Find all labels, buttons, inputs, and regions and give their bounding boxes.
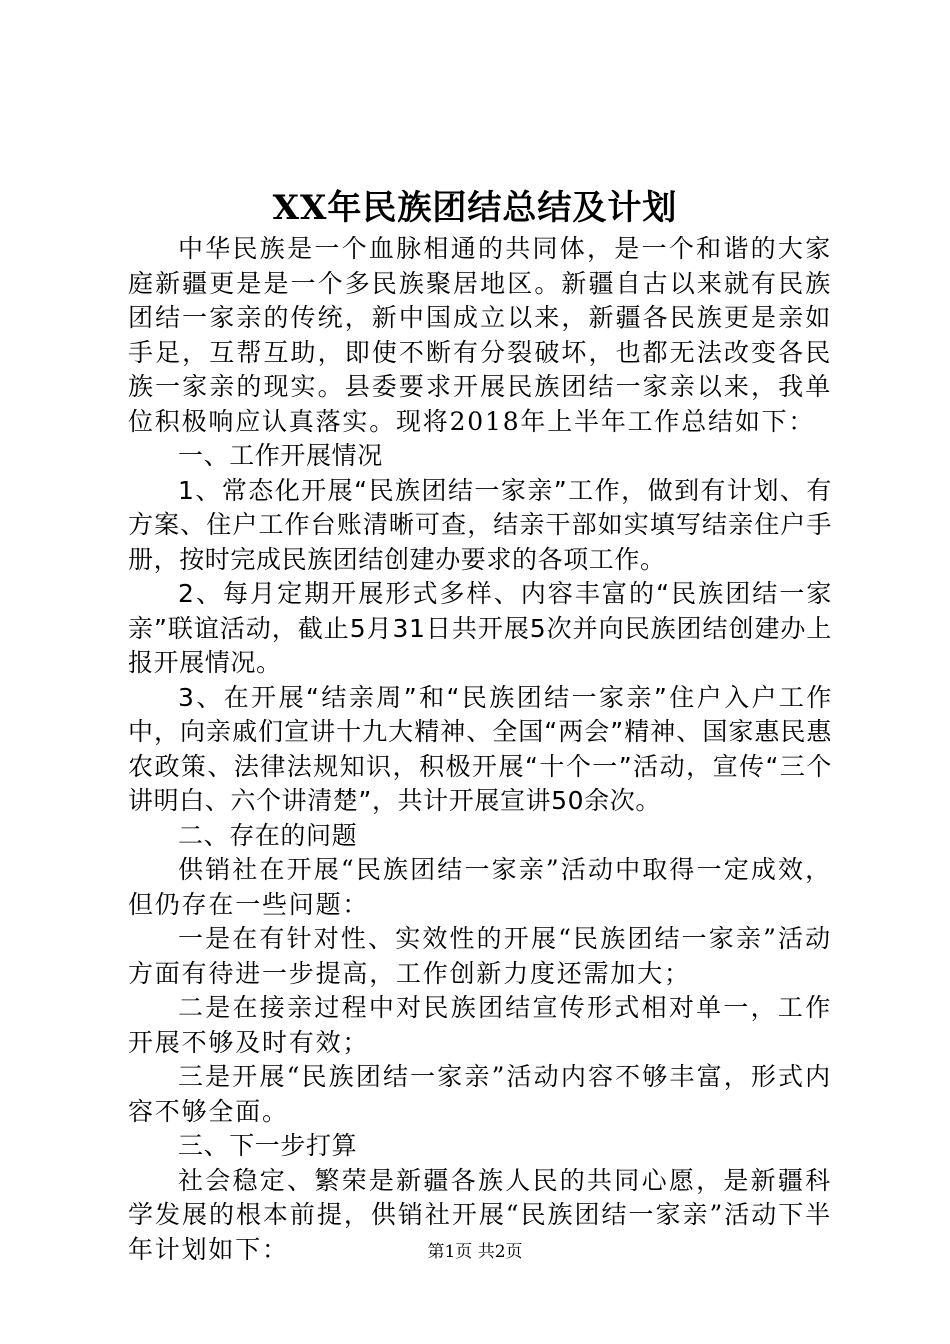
paragraph-intro: 中华民族是一个血脉相通的共同体，是一个和谐的大家庭新疆更是是一个多民族聚居地区。新疆自古以来就有民族团结一家亲的传统，新中国成立以来，新疆各民族更是亲如手足，互帮互助，即使不断有分裂破坏，也都无法改变各民族一家亲的现实。县委要求开展民族团结一家亲以来，我单位积极响应认真落实。现将2018年上半年工作总结如下： [128,234,832,436]
paragraph-problem-3: 三是开展“民族团结一家亲”活动内容不够丰富，形式内容不够全面。 [128,1062,832,1126]
paragraph-next-steps: 社会稳定、繁荣是新疆各族人民的共同心愿，是新疆科学发展的根本前提，供销社开展“民族团结一家亲”活动下半年计划如下： [128,1165,832,1264]
page-number-footer: 第1页 共2页 [427,1242,523,1262]
paragraph-item-3: 3、在开展“结亲周”和“民族团结一家亲”住户入户工作中，向亲戚们宣讲十九大精神、全国“两会”精神、国家惠民惠农政策、法律法规知识，积极开展“十个一”活动，宣传“三个讲明白、六个讲清楚”，共计开展宣讲50余次。 [128,682,832,815]
document-title: XX年民族团结总结及计划 [272,188,678,228]
section-heading-problems: 二、存在的问题 [178,820,358,850]
paragraph-item-2: 2、每月定期开展形式多样、内容丰富的“民族团结一家亲”联谊活动，截止5月31日共开展5次并向民族团结创建办上报开展情况。 [128,579,832,677]
document-body [128,232,832,1267]
paragraph-problem-1: 一是在有针对性、实效性的开展“民族团结一家亲”活动方面有待进一步提高，工作创新力度还需加大； [128,924,832,988]
paragraph-problems-intro: 供销社在开展“民族团结一家亲”活动中取得一定成效，但仍存在一些问题： [128,855,832,919]
section-heading-next-steps: 三、下一步打算 [178,1131,358,1160]
paragraph-item-1: 1、常态化开展“民族团结一家亲”工作，做到有计划、有方案、住户工作台账清晰可查，结亲干部如实填写结亲住户手册，按时完成民族团结创建办要求的各项工作。 [128,475,832,574]
section-heading-work-progress: 一、工作开展情况 [178,441,383,470]
paragraph-problem-2: 二是在接亲过程中对民族团结宣传形式相对单一，工作开展不够及时有效； [128,993,832,1057]
